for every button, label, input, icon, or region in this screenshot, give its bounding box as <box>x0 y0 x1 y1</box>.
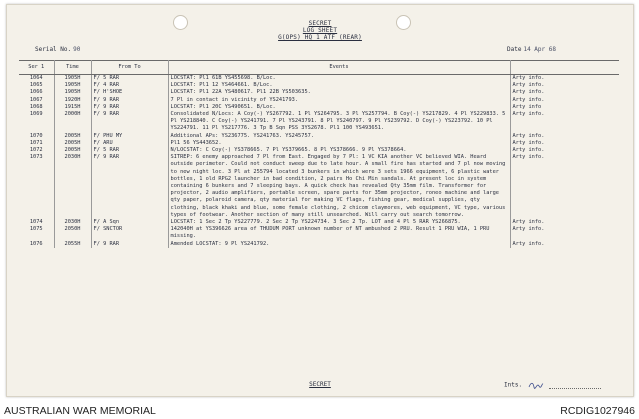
time-cell: 1905H <box>54 75 91 83</box>
action-cell: Arty info. <box>512 82 545 89</box>
time-cell: 1915H <box>54 104 91 111</box>
archive-footer <box>0 399 639 419</box>
from-to-cell: F/ 5 RAR <box>91 147 168 154</box>
event-cell: LOCSTAT: Pl1 12 YS464661. B/Loc. <box>168 82 510 89</box>
time-cell: 2055H <box>54 241 91 248</box>
from-to-cell: F/ 4 RAR <box>91 82 168 89</box>
serial-cell: 1064 <box>19 75 54 83</box>
event-cell: SITREP: 6 enemy approached 7 Pl from East. Engaged by 7 Pl: 1 VC KIA another VC believed WIA. Heard outside perimeter. Could not conduct sweep due to late hour. A small fire has started and 7 pl now moving to new night loc. 3 Pl at 255794 located 3 bunkers in which were 3 sets 1966 equipment, 6 plastic water bottles, 1 old RPG2 launcher in bad condition, 2 pairs Ho Chi Min sandals. At present loc in system containing 6 bunkers and 7 sleeping bays. A quick check has revealed Qty 35mm film. Transformer for projector, 2 audio amplifiers, portable screen, spare parts for 35mm projector, roneo machine and large qty paper, polaroid camera, qty material for making VC flags, fishing gear, medical supplies, qty clothing, black khaki and blue, some female clothing, 2 chicom claymores, web equipment, VC type, various types of footwear. Another section of many still unsearched. Will carry out search tomorrow. <box>168 154 510 219</box>
col-header-action <box>510 61 619 75</box>
table-row <box>19 104 619 111</box>
from-to-cell: F/ A Sqn <box>91 219 168 226</box>
serial-cell: 1066 <box>19 89 54 96</box>
from-to-cell: F/ 9 RAR <box>91 104 168 111</box>
action-cell: Arty info <box>512 103 542 110</box>
col-header-from-to: From To <box>91 61 168 75</box>
col-header-time: Time <box>54 61 91 75</box>
table-row <box>19 219 619 226</box>
event-cell: Amended LOCSTAT: 9 Pl YS241792. <box>168 241 510 248</box>
event-cell: Consolidated N/Locs: A Coy(-) YS267792. 1 Pl YS264795. 3 Pl YS257794. B Coy(-) YS217829. 4 Pl YS229833. 5 Pl YS218840. C Coy(-) YS241791. 7 Pl YS243791. 8 Pl YS240797. 9 Pl YS239792. D Coy(-) YS223792. 10 Pl YS224791. 11 Pl YS217776. 3 Tp B Sqn PSS 3YS2678. Pl1 100 YS493651. <box>168 111 510 133</box>
table-row <box>19 154 619 219</box>
col-header-serial: Ser 1 <box>19 61 54 75</box>
serial-number <box>35 46 80 53</box>
serial-cell: 1065 <box>19 82 54 89</box>
from-to-cell: F/ ARU <box>91 140 168 147</box>
event-cell: 142040H at YS396626 area of THUDUM PORT unknown number of NT ambushed 2 PRU. Result 1 PRU WIA, 1 PRU missing. <box>168 226 510 240</box>
action-cell: Arty info. <box>512 154 545 161</box>
serial-cell: 1070 <box>19 133 54 140</box>
log-table <box>19 60 619 248</box>
action-cell: Arty info. <box>512 75 545 81</box>
event-cell: LOCSTAT: Pl1 22A YS480617. Pl1 22B YS503635. <box>168 89 510 96</box>
event-cell: LOCSTAT: Pl1 61B YS455698. B/Loc. <box>168 75 510 83</box>
event-cell: Pl1 56 YS443652. <box>168 140 510 147</box>
serial-cell: 1071 <box>19 140 54 147</box>
time-cell: 2000H <box>54 111 91 133</box>
time-cell: 1920H <box>54 97 91 104</box>
time-cell: 2005H <box>54 147 91 154</box>
log-date <box>507 46 556 53</box>
from-to-cell: F/ H'SHOE <box>91 89 168 96</box>
time-cell: 2005H <box>54 133 91 140</box>
event-cell: LOCSTAT: 1 Sec 2 Tp YS227779. 2 Sec 2 Tp YS224734. 3 Sec 2 Tp. LOT and 4 Pl 5 RAR YS266875. <box>168 219 510 226</box>
ints-signature-line <box>549 388 601 389</box>
table-row <box>19 147 619 154</box>
time-cell: 1905H <box>54 82 91 89</box>
action-cell: Arty info. <box>512 147 545 154</box>
time-cell: 2050H <box>54 226 91 240</box>
serial-label: Serial No. <box>35 46 72 53</box>
table-row <box>19 89 619 96</box>
date-value: 14 Apr 68 <box>523 46 556 53</box>
ints-label: Ints. <box>504 381 523 389</box>
time-cell: 2005H <box>54 140 91 147</box>
classification-bottom: SECRET <box>309 381 331 388</box>
table-header-row <box>19 61 619 75</box>
table-row <box>19 111 619 133</box>
event-cell: Additional APs: YS236775. YS241763. YS245757. <box>168 133 510 140</box>
event-cell: 7 Pl in contact in vicinity of YS241793. <box>168 97 510 104</box>
serial-cell: 1067 <box>19 97 54 104</box>
serial-cell: 1072 <box>19 147 54 154</box>
action-cell: Arty info. <box>512 139 545 146</box>
serial-cell: 1076 <box>19 241 54 248</box>
from-to-cell: F/ PHU MY <box>91 133 168 140</box>
table-row <box>19 140 619 147</box>
unit-title: G(OPS) HQ 1 ATF (REAR) <box>278 34 362 41</box>
handwritten-initials-icon <box>528 381 544 389</box>
log-sheet-page <box>6 4 634 397</box>
from-to-cell: F/ 5 RAR <box>91 75 168 83</box>
table-row <box>19 226 619 240</box>
table-row <box>19 97 619 104</box>
serial-value: 90 <box>73 46 81 53</box>
serial-cell: 1074 <box>19 219 54 226</box>
classification-top: SECRET <box>308 20 332 27</box>
from-to-cell: F/ 9 RAR <box>91 154 168 219</box>
time-cell: 1905H <box>54 89 91 96</box>
action-cell: Arty info. <box>512 219 545 226</box>
serial-cell: 1068 <box>19 104 54 111</box>
log-title: LOG SHEET <box>302 27 338 34</box>
time-cell: 2030H <box>54 154 91 219</box>
col-header-events: Events <box>168 61 510 75</box>
from-to-cell: F/ 9 RAR <box>91 97 168 104</box>
table-row <box>19 133 619 140</box>
action-cell: Arty info. <box>512 226 545 233</box>
from-to-cell: F/ 9 RAR <box>91 111 168 133</box>
log-body <box>19 75 619 248</box>
action-cell: Arty info. <box>512 132 545 139</box>
from-to-cell: F/ SNCTOR <box>91 226 168 240</box>
from-to-cell: F/ 9 RAR <box>91 241 168 248</box>
date-label: Date <box>507 46 522 53</box>
archive-caption: AUSTRALIAN WAR MEMORIAL <box>4 405 156 417</box>
table-row <box>19 82 619 89</box>
action-cell: Arty info. <box>512 89 545 96</box>
event-cell: LOCSTAT: Pl1 20C YS490651. B/Loc. <box>168 104 510 111</box>
ints-signoff <box>504 381 601 389</box>
table-row <box>19 75 619 83</box>
table-row <box>19 241 619 248</box>
action-cell: Arty info. <box>512 96 545 103</box>
serial-cell: 1073 <box>19 154 54 219</box>
serial-cell: 1075 <box>19 226 54 240</box>
time-cell: 2030H <box>54 219 91 226</box>
action-cell: Arty info. <box>512 111 545 118</box>
action-cell: Arty info. <box>512 240 545 247</box>
serial-cell: 1069 <box>19 111 54 133</box>
archive-reference: RCDIG1027946 <box>560 405 635 417</box>
event-cell: N/LOCSTAT: C Coy(-) YS378665. 7 Pl YS379665. 8 Pl YS378666. 9 Pl YS378664. <box>168 147 510 154</box>
